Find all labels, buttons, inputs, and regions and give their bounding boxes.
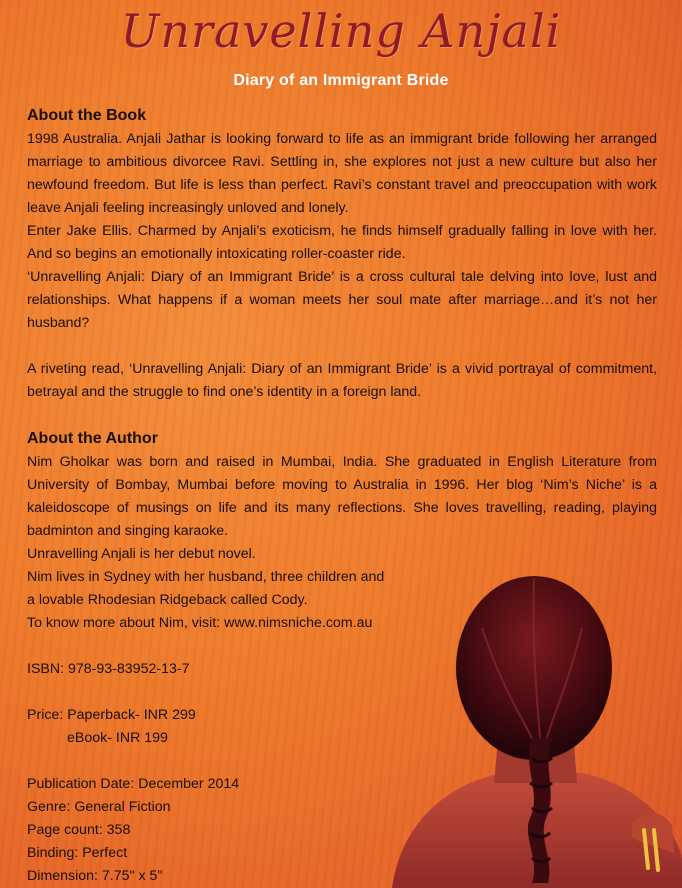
price-ebook-line: eBook- INR 199 <box>67 730 168 746</box>
about-author-line: Unravelling Anjali is her debut novel. <box>27 546 256 562</box>
about-book-paragraph: Enter Jake Ellis. Charmed by Anjali’s exoticism, he finds himself gradually falling in love with her. And so begins an emotionally intoxicating roller-coaster ride. <box>27 223 657 262</box>
book-title: Unravelling Anjali <box>120 4 562 58</box>
genre-line: Genre: General Fiction <box>27 799 171 815</box>
binding-line: Binding: Perfect <box>27 845 128 861</box>
book-subtitle: Diary of an Immigrant Bride <box>233 72 449 89</box>
dimension-line: Dimension: 7.75" x 5" <box>27 868 163 884</box>
about-author-paragraph: Nim Gholkar was born and raised in Mumbai, India. She graduated in English Literature from University of Bombay, Mumbai before moving to Australia in 1996. Her blog ‘Nim’s Niche’ is a kaleidoscope of musings on life and its many reflections. She loves travelling, reading, playing badminton and singing karaoke. <box>27 454 657 539</box>
about-author-line: a lovable Rhodesian Ridgeback called Cody. <box>27 592 308 608</box>
page-count-line: Page count: 358 <box>27 822 131 838</box>
about-book-paragraph: A riveting read, ‘Unravelling Anjali: Diary of an Immigrant Bride’ is a vivid portrayal of commitment, betrayal and the struggle to find one’s identity in a foreign land. <box>27 361 657 400</box>
about-author-heading: About the Author <box>27 430 158 447</box>
isbn-line: ISBN: 978-93-83952-13-7 <box>27 661 190 677</box>
publication-date-line: Publication Date: December 2014 <box>27 776 240 792</box>
price-paperback-line: Price: Paperback- INR 299 <box>27 707 196 723</box>
main-content <box>27 104 657 888</box>
about-author-line: Nim lives in Sydney with her husband, three children and <box>27 569 385 585</box>
about-book-paragraph: 1998 Australia. Anjali Jathar is looking forward to life as an immigrant bride following her arranged marriage to ambitious divorcee Ravi. Settling in, she explores not just a new culture but also her newfound freedom. But life is less than perfect. Ravi’s constant travel and preoccupation with work leave Anjali feeling increasingly unloved and lonely. <box>27 131 657 216</box>
about-book-heading: About the Book <box>27 107 147 124</box>
about-book-paragraph: ‘Unravelling Anjali: Diary of an Immigrant Bride’ is a cross cultural tale delving into love, lust and relationships. What happens if a woman meets her soul mate after marriage…and it’s not her husband? <box>27 269 657 331</box>
author-website-line: To know more about Nim, visit: www.nimsniche.com.au <box>27 615 373 631</box>
